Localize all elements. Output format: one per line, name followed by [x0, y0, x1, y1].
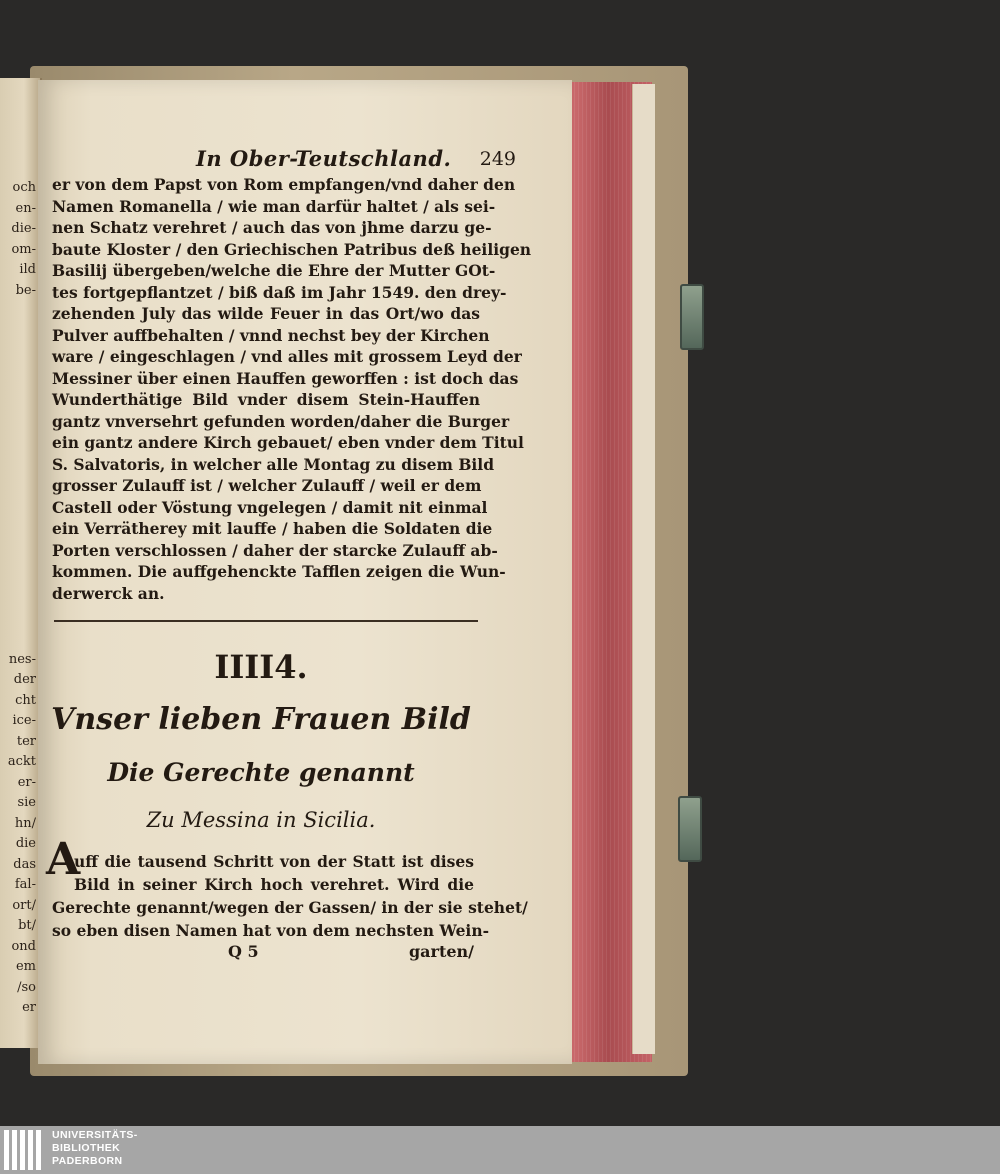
body-line: grosser Zulauff ist / welcher Zulauff / weil er dem [52, 476, 482, 495]
body-line: er von dem Papst von Rom empfangen/vnd daher den [52, 175, 516, 194]
section-number: IIII4. [214, 648, 308, 686]
left-page-fragment [0, 363, 36, 384]
catchword: garten/ [408, 942, 474, 961]
running-header [156, 146, 516, 176]
left-page-fragment: er- [17, 774, 36, 790]
logo-line-1: UNIVERSITÄTS- [52, 1129, 138, 1141]
body-line: kommen. Die auffgehenckte Tafflen zeigen die Wun- [52, 562, 506, 581]
left-page-fragment [0, 506, 36, 527]
section-title: Vnser lieben Frauen Bild [51, 702, 471, 737]
body-line: ein Verrätherey mit lauffe / haben die Soldaten die [52, 519, 493, 538]
left-page-fragment: ter [16, 733, 36, 749]
section-body-line: Bild in seiner Kirch hoch verehret. Wird die [74, 875, 474, 894]
left-page-fragment: ackt [7, 754, 36, 769]
left-page-fragment: en- [15, 200, 36, 216]
left-page-fragment [0, 342, 36, 363]
body-line: gantz vnversehrt gefunden worden/daher die Burger [52, 411, 510, 431]
left-page-fragment [0, 322, 36, 343]
page-block-tail [632, 84, 655, 1054]
section-body-line: uff die tausend Schritt von der Statt ist dises [74, 852, 474, 871]
signature-mark: Q 5 [228, 942, 259, 961]
section-body-line: Gerechte genannt/wegen der Gassen/ in der sie stehet/ [52, 898, 528, 917]
left-page-fragment: er [22, 1000, 36, 1015]
left-page-fragments [0, 178, 40, 1019]
body-line: zehenden July das wilde Feuer in das Ort/wo das [52, 304, 480, 323]
body-line: Castell oder Vöstung vngelegen / damit nit einmal [52, 497, 488, 517]
left-page-fragment: fal- [14, 877, 36, 892]
body-line: tes fortgepflantzet / biß daß im Jahr 1549. den drey- [52, 282, 507, 302]
left-page-fragment [0, 465, 36, 486]
clasp-bottom-icon [678, 796, 702, 862]
left-page-fragment [0, 629, 36, 650]
left-page-edge [0, 78, 42, 1048]
section-place: Zu Messina in Sicilia. [146, 808, 376, 832]
body-line: S. Salvatoris, in welcher alle Montag zu disem Bild [52, 454, 495, 474]
header-title: In Ober-Teutschland. [196, 146, 452, 171]
left-page-fragment [0, 609, 36, 630]
left-page-fragment: be- [15, 282, 36, 298]
left-page-fragment: sie [17, 795, 36, 810]
left-page-fragment [0, 568, 36, 589]
section-subtitle: Die Gerechte genannt [107, 758, 415, 787]
left-page-fragment: die- [11, 221, 36, 236]
clasp-top-icon [680, 284, 704, 350]
left-page-fragment: cht [15, 692, 36, 708]
library-footer-bar [0, 1126, 1000, 1174]
body-line: Wunderthätige Bild vnder disem Stein-Hauffen [52, 390, 480, 409]
section-body-text [52, 850, 528, 942]
left-page-fragment [0, 301, 36, 322]
drop-cap: A [46, 834, 81, 885]
logo-line-3: PADERBORN [52, 1155, 123, 1167]
logo-line-2: BIBLIOTHEK [52, 1142, 121, 1154]
left-page-fragment: die [15, 836, 36, 851]
library-logo-icon [4, 1130, 46, 1170]
right-page [38, 80, 572, 1064]
left-page-fragment: das [13, 856, 36, 872]
left-page-fragment: der [13, 672, 36, 687]
left-page-fragment: ice- [12, 713, 36, 728]
left-page-fragment [0, 404, 36, 425]
left-page-fragment: ort/ [12, 897, 36, 913]
left-page-fragment [0, 445, 36, 466]
body-line: ein gantz andere Kirch gebauet/ eben vnder dem Titul [52, 433, 524, 452]
left-page-fragment [0, 486, 36, 507]
left-page-fragment: hn/ [14, 815, 36, 831]
left-page-fragment: em [15, 959, 36, 974]
section-body-line: so eben disen Namen hat von dem nechsten Wein- [52, 921, 490, 940]
left-page-fragment [0, 547, 36, 568]
left-page-fragment: /so [17, 979, 36, 995]
left-page-fragment: nes- [8, 651, 36, 667]
body-line: Messiner über einen Hauffen geworffen : ist doch das [52, 368, 519, 388]
left-page-fragment [0, 527, 36, 548]
page-footer-line [52, 942, 474, 966]
left-page-fragment: om- [11, 241, 36, 257]
body-text [52, 174, 532, 604]
body-line: Porten verschlossen / daher der starcke Zulauff ab- [52, 540, 498, 560]
body-line: nen Schatz verehret / auch das von jhme darzu ge- [52, 218, 492, 237]
left-page-fragment [0, 383, 36, 404]
left-page-fragment: ond [11, 938, 36, 954]
body-line: derwerck an. [52, 583, 165, 603]
body-line: baute Kloster / den Griechischen Patribus deß heiligen [52, 239, 532, 259]
section-divider [54, 620, 478, 622]
left-page-fragment: ild [19, 262, 36, 277]
left-page-fragment [0, 588, 36, 609]
body-line: Namen Romanella / wie man darfür haltet / als sei- [52, 196, 496, 216]
body-line: Pulver auffbehalten / vnnd nechst bey der Kirchen [52, 325, 490, 345]
left-page-fragment: och [12, 180, 36, 195]
library-logo-text [52, 1129, 138, 1168]
body-line: Basilij übergeben/welche die Ehre der Mutter GOt- [52, 261, 496, 280]
left-page-fragment [0, 424, 36, 445]
left-page-fragment: bt/ [18, 918, 36, 933]
body-line: ware / eingeschlagen / vnd alles mit grossem Leyd der [52, 347, 522, 366]
page-number: 249 [479, 148, 516, 170]
